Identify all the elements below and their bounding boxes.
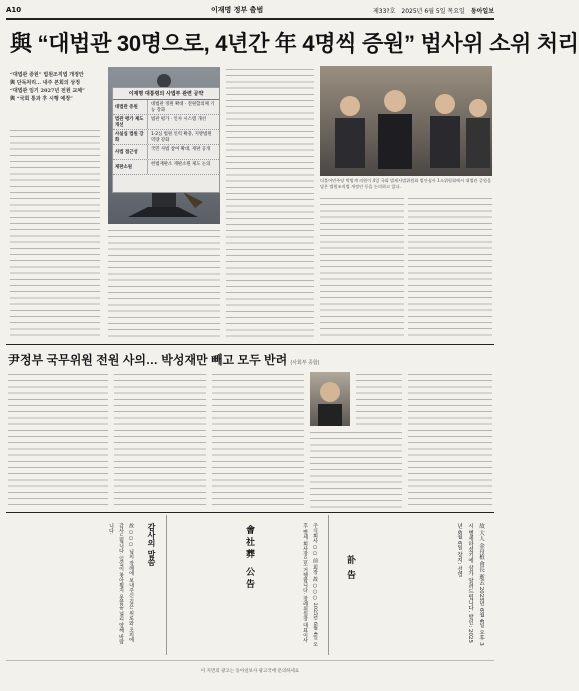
second-headline [8, 351, 488, 368]
ad-rule [6, 512, 494, 513]
portrait-icon [310, 372, 350, 426]
section-title: 이재명 정부 출범 [211, 6, 264, 14]
article2-column-3 [212, 372, 304, 508]
thanks-title: 감사의 말씀 [147, 523, 157, 566]
paper-name: 동아일보 [470, 7, 494, 15]
infobox-row: 사실심 법원 강화 1·2심 법원 인력 확충, 지방법원 역량 강화 [113, 130, 219, 145]
issue-date: 2025년 6월 5일 목요일 [401, 7, 465, 15]
article-column-2 [108, 228, 220, 338]
minister-portrait [310, 372, 350, 426]
issue-number: 제33?호 [372, 7, 396, 15]
subhead-line: “대법관 임기 2027년 전원 교체” [10, 88, 85, 94]
infobox-row: 대법관 증원 대법관 정원 확대 · 전원합의체 기능 강화 [113, 100, 219, 115]
thanks-notice [6, 515, 167, 655]
article2-column-4 [310, 430, 402, 508]
page-number: A10 [6, 6, 22, 14]
subheads [10, 71, 100, 103]
company-funeral-body: 주식회사 ○○ 前 회장 故 ○○○ 2025년 6월 4일 오후 별세 회사장으로 거행합니다. 장례위원장 대표이사 [302, 523, 318, 647]
infobox-row: 재판소원 헌법재판소 재판소원 제도 논의 [113, 160, 219, 175]
article-column-4 [320, 196, 404, 338]
masthead [6, 4, 494, 16]
obituary-notice [330, 515, 494, 655]
subhead-line: 與 “국회 통과 후 시행 예정” [10, 96, 73, 102]
second-headline-text: 尹정부 국무위원 전원 사의… 박성재만 빼고 모두 반려 [8, 353, 288, 367]
obituary-title: 訃告 [345, 555, 355, 585]
obituary-body: 故 大人 金舟植 會長 逝去 2025년 6월 4일 오후 3시 별세하셨기에 삼가 알려드립니다. 발인: 2025년 6월 6일 장지: 선영 [456, 523, 484, 646]
subhead-line: 與 단독처리… 내주 본회의 상정 [10, 80, 81, 86]
article2-column-2 [114, 372, 206, 508]
pledge-infobox [112, 87, 220, 193]
company-funeral-title: 會社葬 公告 [244, 525, 254, 592]
people-photo-icon [320, 66, 492, 176]
article2-column-5 [408, 372, 492, 508]
infobox-title: 이재명 대통령의 사법부 관련 공약 [113, 88, 219, 100]
masthead-rule [6, 18, 494, 20]
photo-caption: 더불어민주당 박범계 의원이 4일 국회 법제사법위원회 법안심사 1소위원회에서 대법관 증원을 담은 법원조직법 개정안 등을 논의하고 있다. [320, 178, 492, 189]
company-funeral-notice [168, 515, 329, 655]
article2-column-4b [356, 372, 402, 426]
article-column-5 [408, 196, 492, 338]
thanks-body: 故 ○○○ 님의 장례에 보내주신 깊은 위로와 조의에 감사드립니다. 일일이 찾아뵙지 못함을 널리 양해 바랍니다. [108, 523, 134, 645]
main-headline: 與 “대법관 30명으로, 4년간 年 4명씩 증원” 법사위 소위 처리 [10, 31, 579, 56]
second-headline-byline: (사회부 종합) [290, 360, 320, 366]
section-rule [6, 344, 494, 345]
article-column-3 [226, 67, 314, 338]
infobox-row: 사법 접근성 국민 사법 참여 확대, 재판 공개 [113, 145, 219, 160]
page-footer: 이 지면의 광고는 동아일보사 광고국에 문의하세요 [6, 660, 494, 681]
infobox-row: 법관 평가 제도 개선 법관 평가 · 인사 시스템 개선 [113, 115, 219, 130]
article-column-1 [10, 128, 100, 338]
notice-ads [6, 515, 494, 655]
subhead-line: “대법관 증원” 법원조직법 개정안 [10, 72, 84, 78]
article2-column-1 [8, 372, 108, 508]
committee-photo [320, 66, 492, 176]
